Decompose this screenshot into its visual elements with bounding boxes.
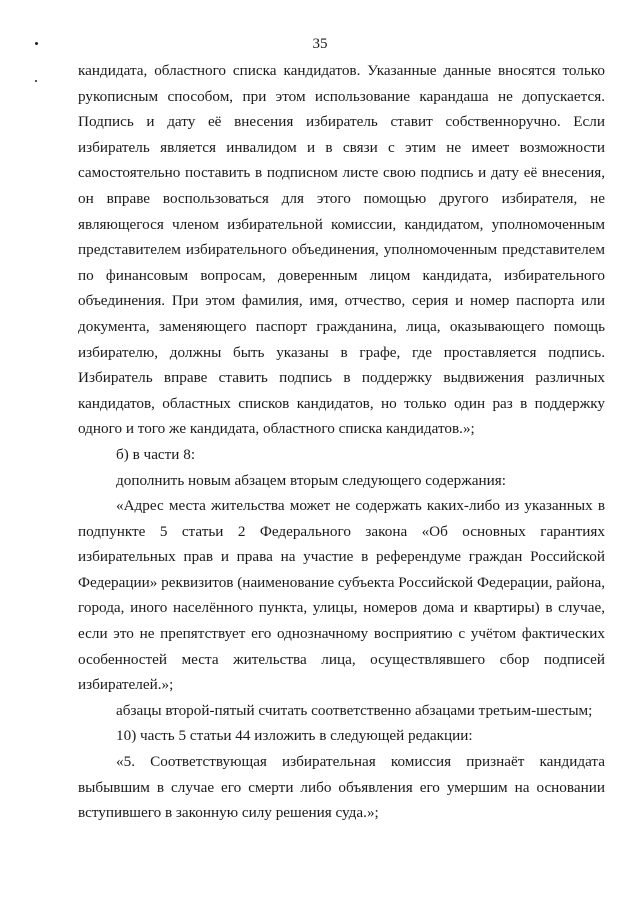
page-number: 35 [312, 36, 328, 52]
paragraph-renumbering: абзацы второй-пятый считать соответственно абзацами третьим-шестым; [116, 701, 593, 719]
paragraph-item-10: 10) часть 5 статьи 44 изложить в следующей редакции: [116, 727, 473, 745]
margin-mark [35, 42, 38, 45]
document-body [78, 58, 605, 826]
margin-mark [35, 80, 37, 82]
paragraph-amendment-intro: дополнить новым абзацем вторым следующего содержания: [116, 471, 506, 489]
paragraph-quoted-address: «Адрес места жительства может не содержать каких-либо из указанных в подпункте 5 статьи 2 Федерального закона «Об основных гарантиях избирательных прав и права на участие в референдуме граждан Российской Федерации» реквизитов (наименование субъекта Российской Федерации, района, города, иного населённого пункта, улицы, номеров дома и квартиры) в случае, если это не препятствует его однозначному восприятию с учётом фактических особенностей места жительства лица, осуществлявшего сбор подписей избирателей.»; [78, 497, 605, 694]
paragraph-continuation: кандидата, областного списка кандидатов. Указанные данные вносятся только рукописным способом, при этом использование карандаша не допускается. Подпись и дату её внесения избиратель ставит собственноручно. Если избиратель является инвалидом и в связи с этим не имеет возможности самостоятельно поставить в подписном листе свою подпись и дату её внесения, он вправе воспользоваться для этого помощью другого избирателя, не являющегося членом избирательной комиссии, кандидатом, уполномоченным представителем избирательного объединения, уполномоченным представителем по финансовым вопросам, доверенным лицом кандидата, избирательного объединения. При этом фамилия, имя, отчество, серия и номер паспорта или документа, заменяющего паспорт гражданина, лица, оказывающего помощь избирателю, должны быть указаны в графе, где проставляется подпись. Избиратель вправе ставить подпись в поддержку выдвижения различных кандидатов, областных списков кандидатов, но только один раз в поддержку одного и того же кандидата, областного списка кандидатов.»; [78, 62, 605, 438]
paragraph-quoted-part-5: «5. Соответствующая избирательная комиссия признаёт кандидата выбывшим в случае его смерти либо объявления его умершим на основании вступившего в законную силу решения суда.»; [78, 753, 605, 822]
paragraph-item-b: б) в части 8: [116, 445, 196, 463]
